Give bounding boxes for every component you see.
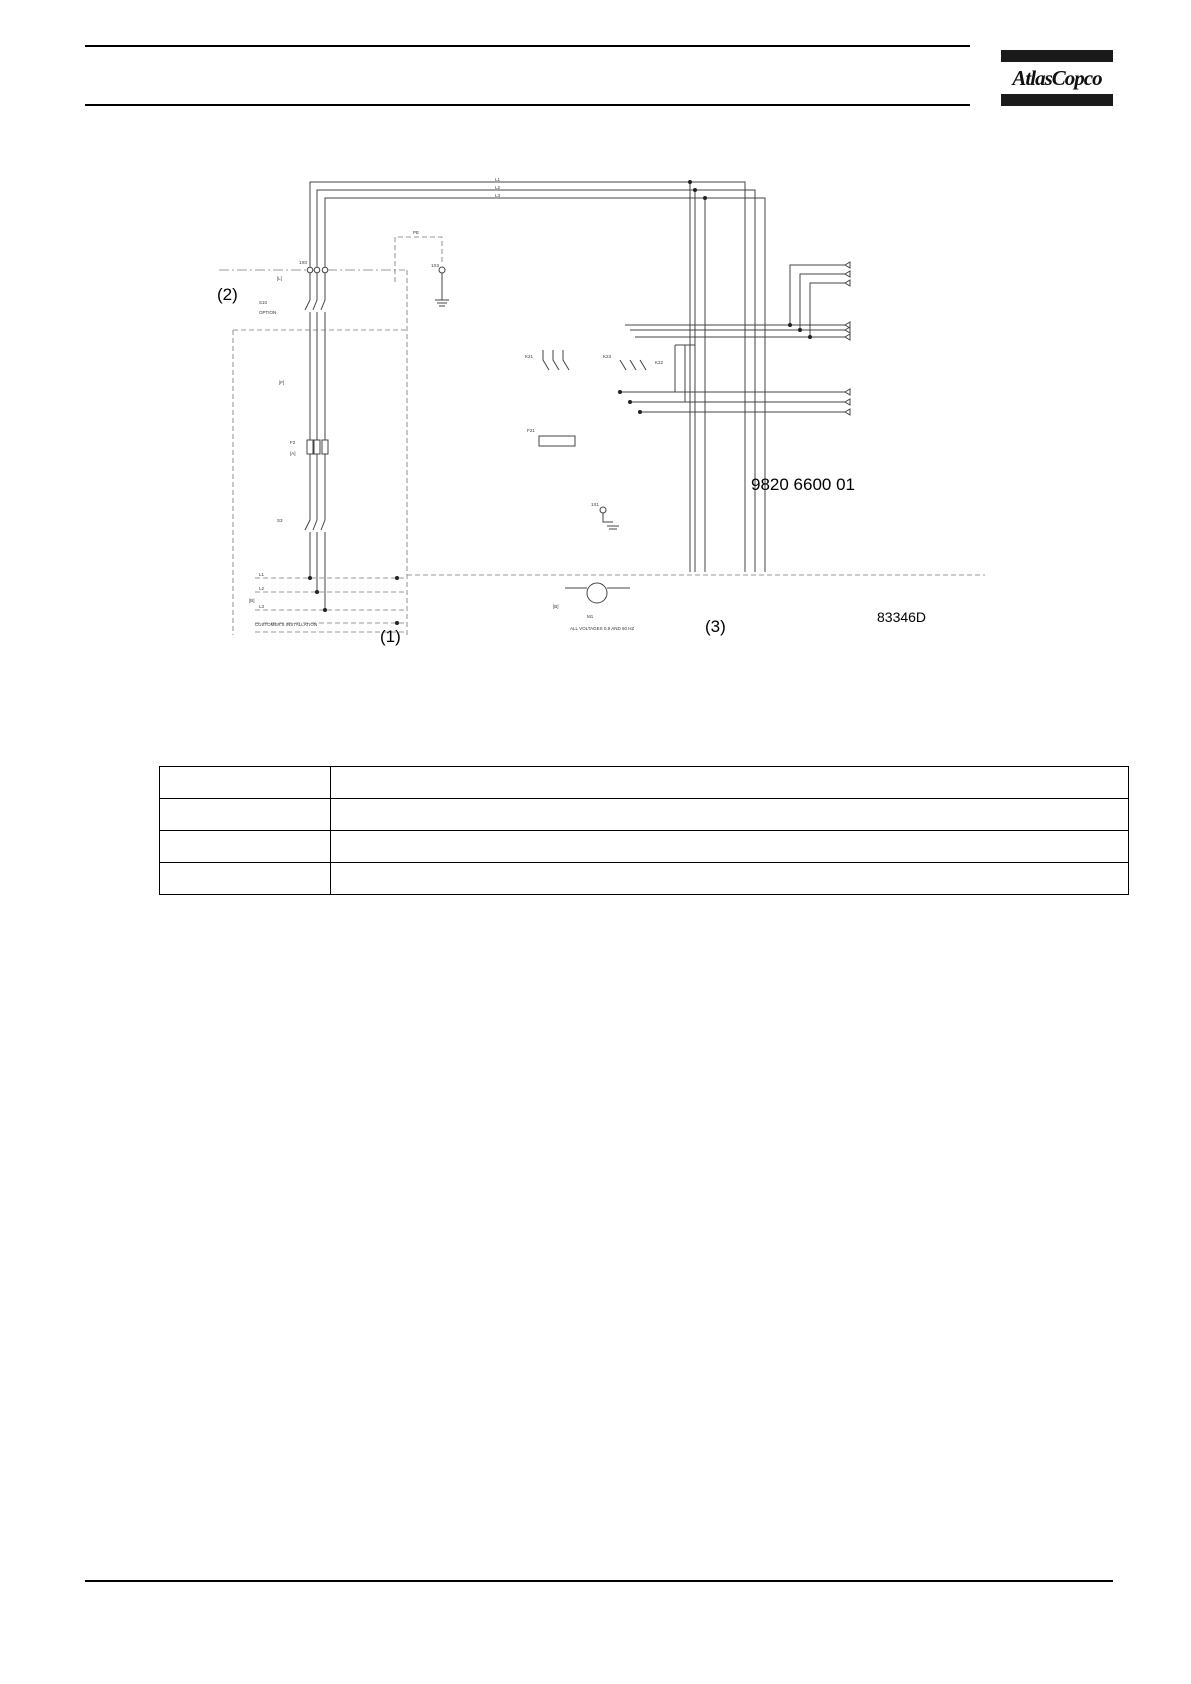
f1-label: [F]: [279, 380, 285, 385]
l1-label: L1: [259, 572, 265, 577]
table-cell: [331, 799, 1129, 831]
table-cell: [160, 863, 331, 895]
table-row: [160, 863, 1129, 895]
k21-label: K21: [525, 354, 534, 359]
header-top-rule: [85, 45, 970, 47]
atlas-copco-logo: [1001, 50, 1113, 106]
x1-label: 1X1: [591, 502, 600, 507]
a-label: [A]: [290, 451, 296, 456]
logo-text: AtlasCopco: [1012, 66, 1102, 90]
l3-label: L3: [259, 604, 265, 609]
m1-label: M1: [587, 614, 594, 619]
table-cell: [331, 863, 1129, 895]
svg-text:[B]: [B]: [249, 598, 255, 603]
table-cell: [160, 767, 331, 799]
table-cell: [160, 799, 331, 831]
table-row: [160, 799, 1129, 831]
f21-label: F21: [527, 428, 535, 433]
svg-text:L1: L1: [495, 177, 501, 182]
callout-3: (3): [705, 617, 726, 636]
f2-label: F2: [290, 440, 296, 445]
s3-label: S3: [277, 518, 283, 523]
b-label: [B]: [553, 604, 559, 609]
x0-label: 1X0: [299, 260, 308, 265]
svg-text:L3: L3: [495, 193, 501, 198]
callout-2: (2): [217, 285, 238, 304]
callout-1: (1): [380, 627, 401, 646]
header-bottom-rule: [85, 104, 970, 106]
svg-text:L2: L2: [495, 185, 501, 190]
pe-label: PE: [413, 230, 420, 235]
table-row: [160, 831, 1129, 863]
footer-rule: [85, 1580, 1113, 1582]
customer-installation-label: CUSTOMER'S INSTALLATION: [255, 622, 318, 627]
option-label: OPTION: [259, 310, 277, 315]
figure-code: 83346D: [877, 609, 927, 625]
l2-label: L2: [259, 586, 265, 591]
drawing-number: 9820 6600 01: [751, 475, 855, 494]
wiring-diagram: [217, 170, 985, 660]
svg-text:[L]: [L]: [277, 276, 283, 281]
k23-label: K23: [603, 354, 612, 359]
legend-table: [159, 766, 1129, 895]
k22-label: K22: [655, 360, 664, 365]
all-voltages-label: ALL VOLTAGES 0,9 AND 60 HZ: [570, 626, 635, 631]
table-cell: [160, 831, 331, 863]
table-cell: [331, 767, 1129, 799]
x3-label: 1X3: [431, 263, 440, 268]
table-cell: [331, 831, 1129, 863]
table-row: [160, 767, 1129, 799]
s10-label: S10: [259, 300, 268, 305]
